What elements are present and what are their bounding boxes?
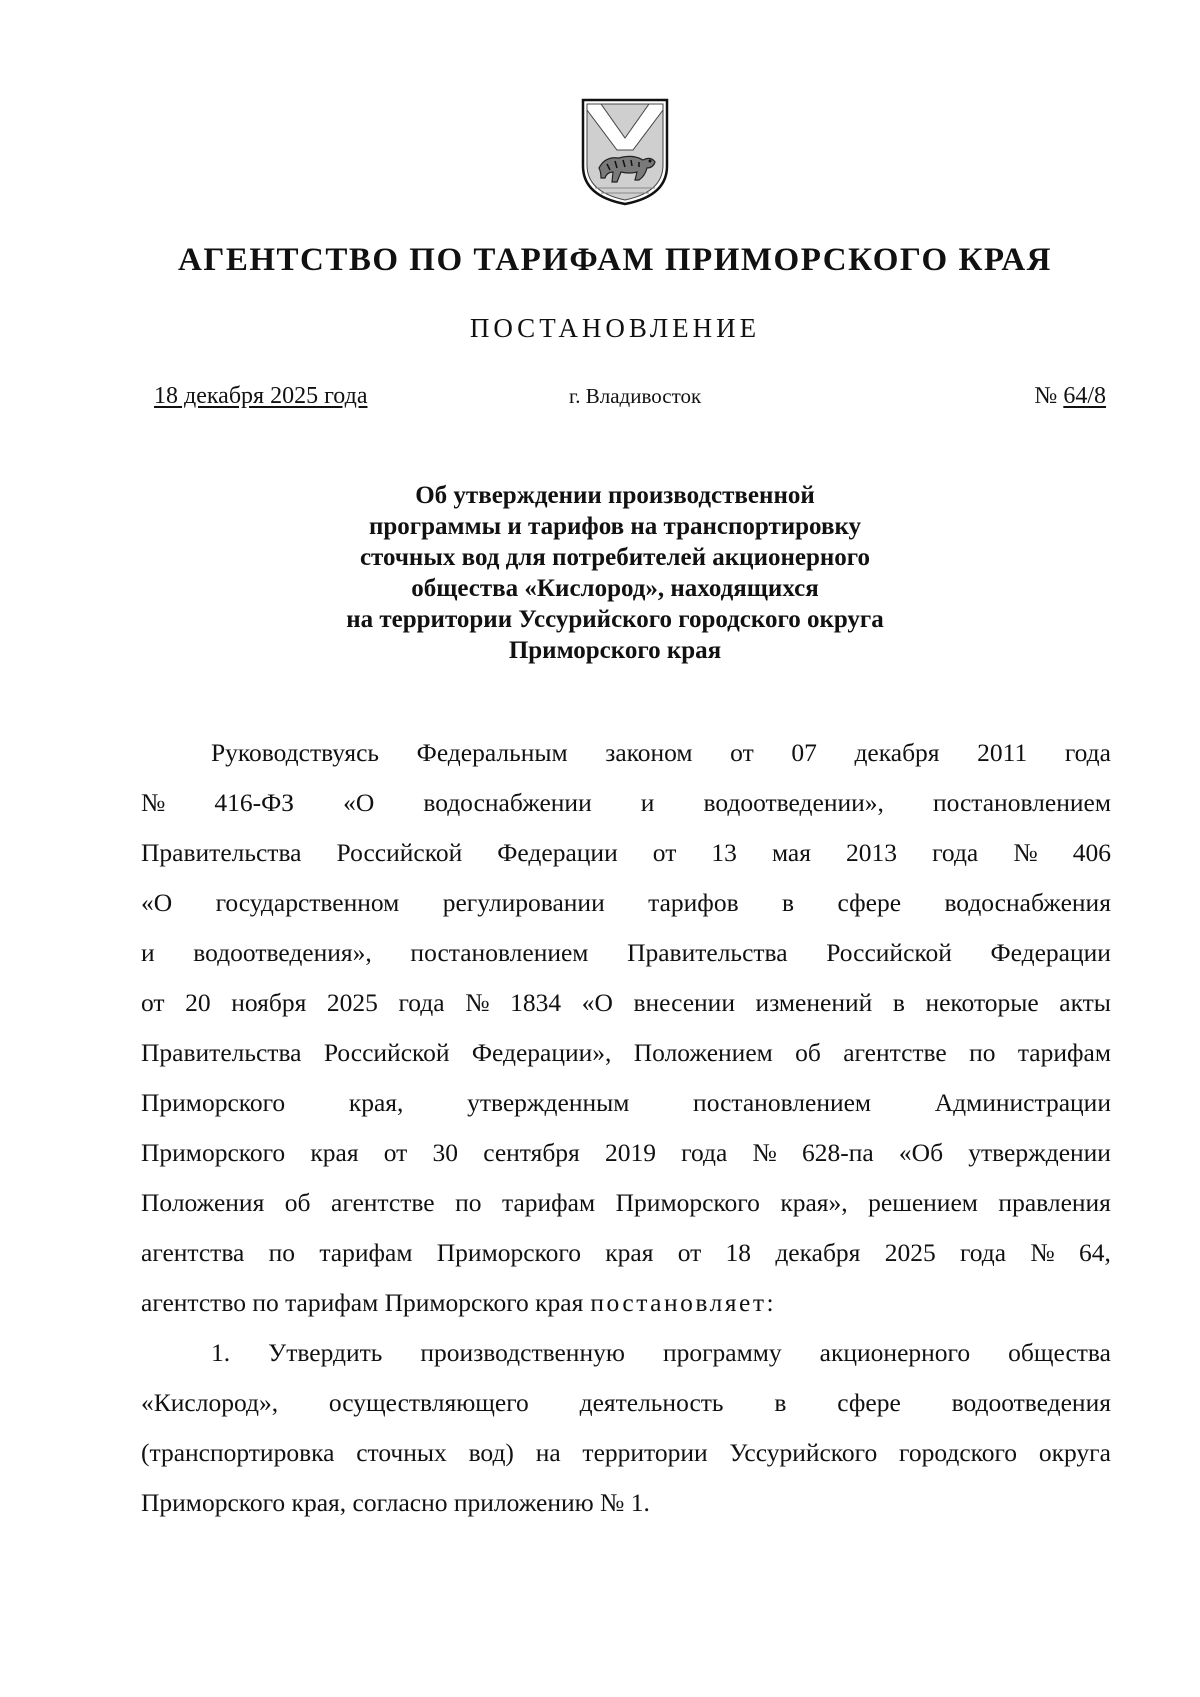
word: агентстве <box>331 1188 435 1217</box>
word: постановлением <box>410 938 589 967</box>
word: утверждении <box>968 1138 1111 1167</box>
word: края», <box>780 1188 848 1217</box>
word: 628-па <box>802 1138 874 1167</box>
word: Приморского <box>141 1138 286 1167</box>
word: от <box>652 838 677 867</box>
word: Приморского <box>436 1238 581 1267</box>
word: 1834 <box>510 988 562 1017</box>
word: правления <box>998 1188 1111 1217</box>
word: 2011 <box>977 738 1028 767</box>
document-meta <box>154 380 1106 412</box>
word: осуществляющего <box>328 1388 529 1417</box>
word: Федерации <box>990 938 1111 967</box>
document-date: 18 декабря 2025 года <box>154 383 368 409</box>
word: от <box>141 988 165 1017</box>
word: от <box>677 1238 702 1267</box>
title-line: сточных вод для потребителей акционерного <box>359 544 871 571</box>
word: 2025 <box>326 988 378 1017</box>
word: Уссурийского <box>729 1438 878 1467</box>
text-line <box>141 978 1111 1028</box>
title-line: общества «Кислород», находящихся <box>411 575 819 602</box>
word: Федерации <box>497 838 618 867</box>
word: № <box>1013 838 1038 867</box>
word: 406 <box>1072 838 1111 867</box>
document-title <box>0 480 1200 666</box>
word: Российской <box>323 1038 450 1067</box>
word: декабря <box>854 738 940 767</box>
word: и <box>141 938 155 967</box>
number-value: 64/8 <box>1063 383 1106 409</box>
word: по <box>268 1238 296 1267</box>
word: Положением <box>633 1038 773 1067</box>
word: изменений <box>755 988 873 1017</box>
word: декабря <box>775 1238 861 1267</box>
item-1-paragraph <box>141 1328 1111 1478</box>
word: тарифам <box>1017 1038 1111 1067</box>
document-body <box>141 728 1111 1528</box>
item-1-last-text: Приморского края, согласно приложению № 1. <box>141 1488 650 1517</box>
word: № <box>465 988 490 1017</box>
word: от <box>730 738 754 767</box>
word: законом <box>605 738 693 767</box>
text-line <box>141 1128 1111 1178</box>
text-line <box>141 878 1111 928</box>
word: Руководствуясь <box>211 738 380 767</box>
word: года <box>398 988 445 1017</box>
word: территории <box>582 1438 708 1467</box>
text-line <box>141 1428 1111 1478</box>
word: «О <box>343 788 375 817</box>
agency-name: АГЕНТСТВО ПО ТАРИФАМ ПРИМОРСКОГО КРАЯ <box>178 242 1052 278</box>
word: постановлением <box>693 1088 872 1117</box>
title-line: на территории Уссурийского городского округа <box>346 606 884 633</box>
word: акционерного <box>819 1338 971 1367</box>
text-line <box>141 1028 1111 1078</box>
word: утвержденным <box>467 1088 630 1117</box>
word: тарифам <box>501 1188 596 1217</box>
decree-word: постановляет: <box>590 1288 777 1317</box>
word: года <box>959 1238 1007 1267</box>
document-number <box>1034 380 1106 412</box>
word: Федеральным <box>416 738 568 767</box>
word: решением <box>868 1188 978 1217</box>
word: деятельность <box>579 1388 724 1417</box>
word: (транспортировка <box>141 1438 335 1467</box>
word: акты <box>1059 988 1111 1017</box>
word: года <box>681 1138 728 1167</box>
word: Утвердить <box>268 1338 383 1367</box>
word: 2019 <box>604 1138 656 1167</box>
word: Приморского <box>615 1188 760 1217</box>
word: Федерации», <box>471 1038 612 1067</box>
word: Правительства <box>141 1038 302 1067</box>
word: ноября <box>231 988 307 1017</box>
word: года <box>1064 738 1111 767</box>
word: «Кислород», <box>141 1388 279 1417</box>
word: 2025 <box>884 1238 936 1267</box>
coat-of-arms-icon <box>577 96 673 208</box>
word: об <box>284 1188 311 1217</box>
word: водоснабжения <box>944 888 1111 917</box>
word: округа <box>1038 1438 1111 1467</box>
title-line: Об утверждении производственной <box>415 482 815 509</box>
word: края <box>605 1238 654 1267</box>
word: регулировании <box>442 888 605 917</box>
word: 13 <box>711 838 737 867</box>
word: государственном <box>215 888 400 917</box>
preamble-last-line <box>141 1278 1111 1328</box>
word: сфере <box>837 1388 901 1417</box>
text-line <box>141 828 1111 878</box>
number-sign: № <box>1034 383 1058 409</box>
word: 18 <box>725 1238 752 1267</box>
word: «Об <box>898 1138 944 1167</box>
document-type: ПОСТАНОВЛЕНИЕ <box>469 313 761 343</box>
word: 64, <box>1079 1238 1111 1267</box>
word: «О <box>581 988 613 1017</box>
word: общества <box>1008 1338 1111 1367</box>
word: по <box>969 1038 996 1067</box>
word: водоотведения», <box>193 938 372 967</box>
word: Российской <box>336 838 463 867</box>
word: № <box>1030 1238 1055 1267</box>
word: Администрации <box>934 1088 1111 1117</box>
word: «О <box>141 888 173 917</box>
text-line <box>141 1078 1111 1128</box>
word: некоторые <box>925 988 1039 1017</box>
word: края <box>310 1138 359 1167</box>
word: № <box>141 788 166 817</box>
word: агентстве <box>843 1038 947 1067</box>
title-line: программы и тарифов на транспортировку <box>368 513 861 540</box>
text-line <box>141 728 1111 778</box>
word: сточных <box>356 1438 447 1467</box>
word: постановлением <box>932 788 1111 817</box>
word: 1. <box>211 1338 231 1367</box>
word: Правительства <box>627 938 788 967</box>
word: об <box>795 1038 821 1067</box>
word: № <box>752 1138 777 1167</box>
word: Правительства <box>141 838 302 867</box>
word: агентства <box>141 1238 245 1267</box>
text-line <box>141 1328 1111 1378</box>
word: вод) <box>468 1438 514 1467</box>
word: тарифам <box>319 1238 413 1267</box>
text-line <box>141 778 1111 828</box>
word: Приморского <box>141 1088 286 1117</box>
word: водоснабжении <box>423 788 592 817</box>
word: по <box>455 1188 482 1217</box>
word: от <box>383 1138 408 1167</box>
word: Положения <box>141 1188 265 1217</box>
word: в <box>774 1388 787 1417</box>
preamble-last-text: агентство по тарифам Приморского края <box>141 1288 584 1317</box>
word: 2013 <box>846 838 898 867</box>
word: Российской <box>826 938 952 967</box>
word: водоотведении», <box>703 788 884 817</box>
title-line: Приморского края <box>508 637 722 664</box>
text-line <box>141 1378 1111 1428</box>
word: 30 <box>432 1138 458 1167</box>
text-line <box>141 928 1111 978</box>
word: в <box>782 888 795 917</box>
word: городского <box>899 1438 1018 1467</box>
word: тарифов <box>648 888 739 917</box>
text-line <box>141 1178 1111 1228</box>
word: и <box>640 788 655 817</box>
word: в <box>892 988 905 1017</box>
document-city: г. Владивосток <box>569 384 702 408</box>
word: края, <box>348 1088 404 1117</box>
item-1-last-line <box>141 1478 1111 1528</box>
word: внесении <box>633 988 735 1017</box>
word: года <box>932 838 979 867</box>
word: сентября <box>483 1138 580 1167</box>
preamble-paragraph <box>141 728 1111 1278</box>
word: 416-ФЗ <box>214 788 295 817</box>
text-line <box>141 1228 1111 1278</box>
word: производственную <box>420 1338 625 1367</box>
word: 07 <box>791 738 817 767</box>
word: мая <box>771 838 811 867</box>
word: программу <box>662 1338 782 1367</box>
word: 20 <box>185 988 211 1017</box>
word: водоотведения <box>951 1388 1111 1417</box>
word: сфере <box>837 888 902 917</box>
word: на <box>535 1438 561 1467</box>
